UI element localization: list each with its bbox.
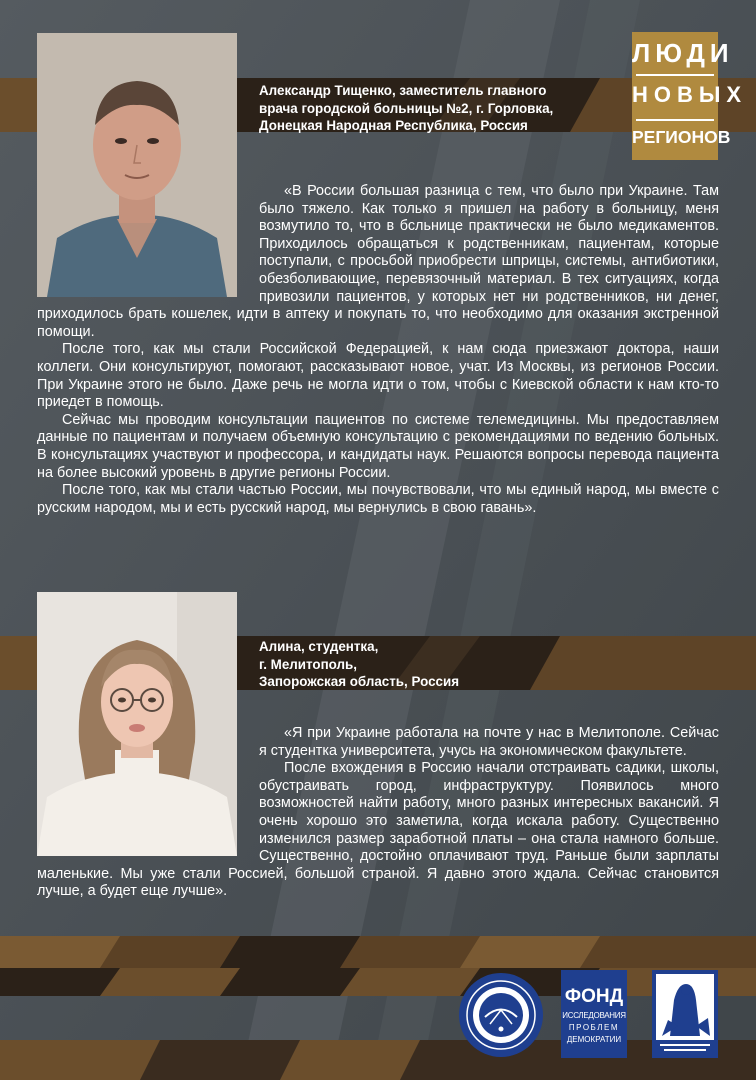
emblem-logo [458, 972, 544, 1058]
paragraph: После того, как мы стали Российской Федерацией, к нам сюда приезжают доктора, наши коллеги. Они консультируют, помогают, рассказывают новое, учат. Из Москвы, из регионов России. При Украине этого не было. Даже речь не могла идти о том, чтобы с Киевской области к нам кто-то приедет в помощь. [37, 341, 719, 411]
photo-wrap-spacer [37, 725, 259, 862]
brand-divider [636, 74, 714, 76]
fond-line-3: ПРОБЛЕМ [568, 1023, 620, 1032]
paragraph: «В России большая разница с тем, что было при Украине. Там было тяжело. Как только я пришел на работу в больницу, меня возмутило то, что в бсльнице практически не было медикаментов. Приходилось обращаться к родственникам, пациентам, которые поступали, с просьбой приобрести шприцы, системы, антибиотики, обезболивающие, перевязочный материал. В тех ситуациях, когда привозили пациентов, у которых нет ни родственников, ни денег, приходилось брать кошелек, идти в аптеку и покупать то, что необходимо для оказания экстренной помощи. [37, 183, 719, 340]
fond-line-4: ДЕМОКРАТИИ [566, 1035, 622, 1044]
brand-line-1: ЛЮДИ [632, 38, 734, 68]
brand-line-2: НОВЫХ [632, 82, 748, 107]
fond-title: ФОНД [564, 986, 624, 1007]
photo-wrap-spacer [37, 183, 259, 301]
paragraph: После вхождения в Россию начали отстраивать садики, школы, обустраивать город, инфраструктуру. Появилось много возможностей найти работу, много разных интересных вакансий. Я очень хорошо это заметила, когда искала работу. Существенно изменился размер заработной платы – она стала намного больше. Существенно, достойно оплачивают труд. Раньше были зарплаты маленькие. Мы уже стали Россией, большой страной. Я давно этого ждала. Сейчас становится лучше, а будет еще лучше». [37, 760, 719, 900]
fond-line-2: ИССЛЕДОВАНИЯ [562, 1011, 626, 1020]
quote-aleksandr [37, 183, 719, 517]
brand-line-3: РЕГИОНОВ [632, 127, 731, 147]
paragraph: «Я при Украине работала на почте у нас в Мелитополе. Сейчас я студентка университета, учусь на экономическом факультете. [259, 725, 719, 759]
paragraph: Сейчас мы проводим консультации пациентов по системе телемедицины. Мы предоставляем данные по пациентам и получаем объемную консультацию с рекомендациями по ведению больных. В консультациях участвуют и профессора, и кандидаты наук. Решаются вопросы перевода пациента на более высокий уровень в другие регионы России. [37, 411, 719, 481]
fond-logo [561, 970, 627, 1058]
brand-logo [632, 32, 748, 160]
paragraph: После того, как мы стали частью России, мы почувствовали, что мы единый народ, мы вместе с русским народом, мы и есть русский народ, мы вернулись в свою гавань». [37, 482, 719, 516]
caption-aleksandr: Александр Тищенко, заместитель главного врача городской больницы №2, г. Горловка, Донецкая Народная Республика, Россия [259, 83, 554, 133]
brand-divider [636, 119, 714, 121]
monument-logo [652, 970, 718, 1058]
quote-alina [37, 725, 719, 901]
caption-alina: Алина, студентка, г. Мелитополь, Запорожская область, Россия [259, 639, 460, 689]
